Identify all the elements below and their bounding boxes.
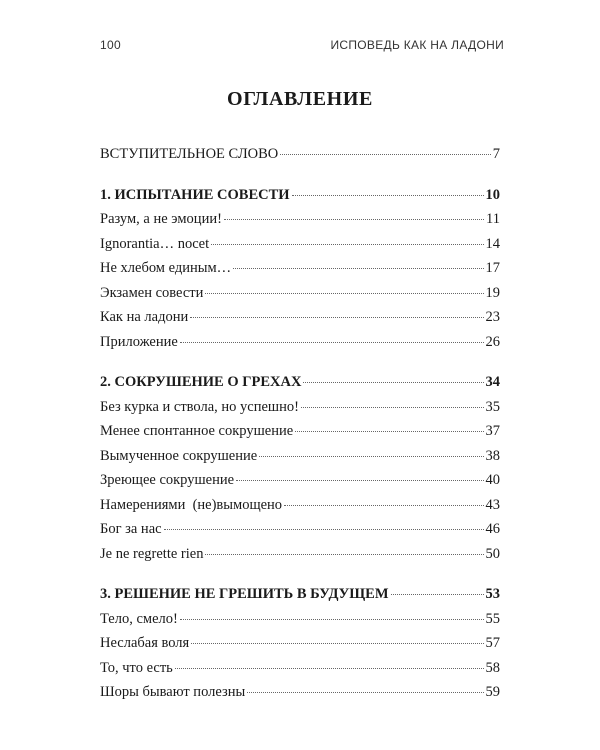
toc-section-title: 2. СОКРУШЕНИЕ О ГРЕХАХ	[100, 374, 302, 390]
toc-entry[interactable]	[100, 635, 500, 660]
toc-entry[interactable]	[100, 684, 500, 709]
toc-entry-label: Бог за нас	[100, 521, 162, 537]
toc-entry-page: 19	[485, 284, 500, 301]
toc-section-2[interactable]	[100, 374, 500, 399]
toc-entry-label: Не хлебом единым…	[100, 260, 232, 276]
leader-dots	[280, 154, 490, 155]
toc-entry[interactable]	[100, 497, 500, 522]
toc-entry[interactable]	[100, 660, 500, 685]
toc-section-page: 10	[485, 186, 500, 203]
toc-entry-page: 35	[485, 398, 500, 415]
toc-entry-page: 46	[485, 521, 500, 537]
leader-dots	[175, 668, 484, 669]
leader-dots	[205, 293, 483, 294]
table-of-contents	[100, 146, 500, 709]
toc-entry[interactable]	[100, 309, 500, 334]
leader-dots	[180, 342, 484, 343]
toc-section-1[interactable]	[100, 187, 500, 212]
leader-dots	[191, 643, 483, 644]
toc-entry-label: Приложение	[100, 333, 178, 350]
toc-entry-page: 40	[485, 472, 500, 488]
toc-entry[interactable]	[100, 211, 500, 236]
toc-entry-label: ВСТУПИТЕЛЬНОЕ СЛОВО	[100, 146, 279, 162]
toc-entry-page: 43	[485, 496, 500, 513]
toc-entry[interactable]	[100, 334, 500, 359]
toc-entry-page: 57	[485, 635, 500, 651]
toc-entry[interactable]	[100, 399, 500, 424]
leader-dots	[236, 480, 483, 481]
toc-entry[interactable]	[100, 423, 500, 448]
leader-dots	[284, 505, 483, 506]
toc-entry-page: 11	[486, 211, 500, 227]
leader-dots	[303, 382, 483, 383]
toc-section-title: 3. РЕШЕНИЕ НЕ ГРЕШИТЬ В БУДУЩЕМ	[100, 586, 389, 602]
toc-entry-page: 59	[485, 684, 500, 700]
toc-entry[interactable]	[100, 260, 500, 285]
toc-entry-page: 23	[485, 309, 500, 325]
toc-section-3[interactable]	[100, 586, 500, 611]
toc-section-title: 1. ИСПЫТАНИЕ СОВЕСТИ	[100, 186, 290, 203]
toc-entry-label: Je ne regrette rien	[100, 545, 204, 562]
toc-entry-label: То, что есть	[100, 659, 173, 676]
toc-entry-page: 50	[485, 545, 500, 562]
leader-dots	[247, 692, 483, 693]
toc-entry[interactable]	[100, 611, 500, 636]
toc-entry[interactable]	[100, 546, 500, 571]
toc-entry-label: Вымученное сокрушение	[100, 447, 258, 464]
toc-section-page: 53	[485, 586, 500, 602]
leader-dots	[180, 619, 484, 620]
toc-entry-page: 38	[485, 447, 500, 464]
toc-entry-page: 26	[485, 333, 500, 350]
leader-dots	[301, 407, 484, 408]
leader-dots	[233, 268, 483, 269]
toc-section-page: 34	[485, 374, 500, 390]
toc-entry-label: Тело, смело!	[100, 610, 178, 627]
toc-entry-label: Ignorantia… nocet	[100, 235, 210, 252]
toc-entry[interactable]	[100, 448, 500, 473]
toc-entry-label: Как на ладони	[100, 309, 189, 325]
toc-entry-label: Намерениями (не)вымощено	[100, 496, 283, 513]
toc-entry-label: Шоры бывают полезны	[100, 684, 246, 700]
toc-entry-label: Без курка и ствола, но успешно!	[100, 398, 299, 415]
toc-entry-page: 55	[485, 610, 500, 627]
leader-dots	[224, 219, 484, 220]
leader-dots	[292, 195, 484, 196]
toc-entry[interactable]	[100, 472, 500, 497]
toc-entry-page: 7	[492, 146, 500, 162]
toc-entry-page: 37	[485, 423, 500, 439]
toc-entry-label: Разум, а не эмоции!	[100, 211, 222, 227]
leader-dots	[205, 554, 483, 555]
toc-entry[interactable]	[100, 521, 500, 546]
leader-dots	[164, 529, 484, 530]
toc-entry-label: Экзамен совести	[100, 284, 204, 301]
leader-dots	[190, 317, 483, 318]
toc-entry[interactable]	[100, 236, 500, 261]
toc-entry-label: Неслабая воля	[100, 635, 190, 651]
leader-dots	[211, 244, 483, 245]
leader-dots	[295, 431, 483, 432]
toc-entry-intro[interactable]	[100, 146, 500, 171]
running-head: ИСПОВЕДЬ КАК НА ЛАДОНИ	[330, 38, 504, 52]
toc-entry[interactable]	[100, 285, 500, 310]
toc-entry-page: 14	[485, 235, 500, 252]
leader-dots	[259, 456, 483, 457]
toc-title: ОГЛАВЛЕНИЕ	[227, 88, 373, 110]
page-number: 100	[100, 38, 121, 52]
toc-entry-page: 58	[485, 659, 500, 676]
toc-entry-page: 17	[485, 260, 500, 276]
leader-dots	[391, 594, 484, 595]
toc-entry-label: Менее спонтанное сокрушение	[100, 423, 294, 439]
toc-entry-label: Зреющее сокрушение	[100, 472, 235, 488]
